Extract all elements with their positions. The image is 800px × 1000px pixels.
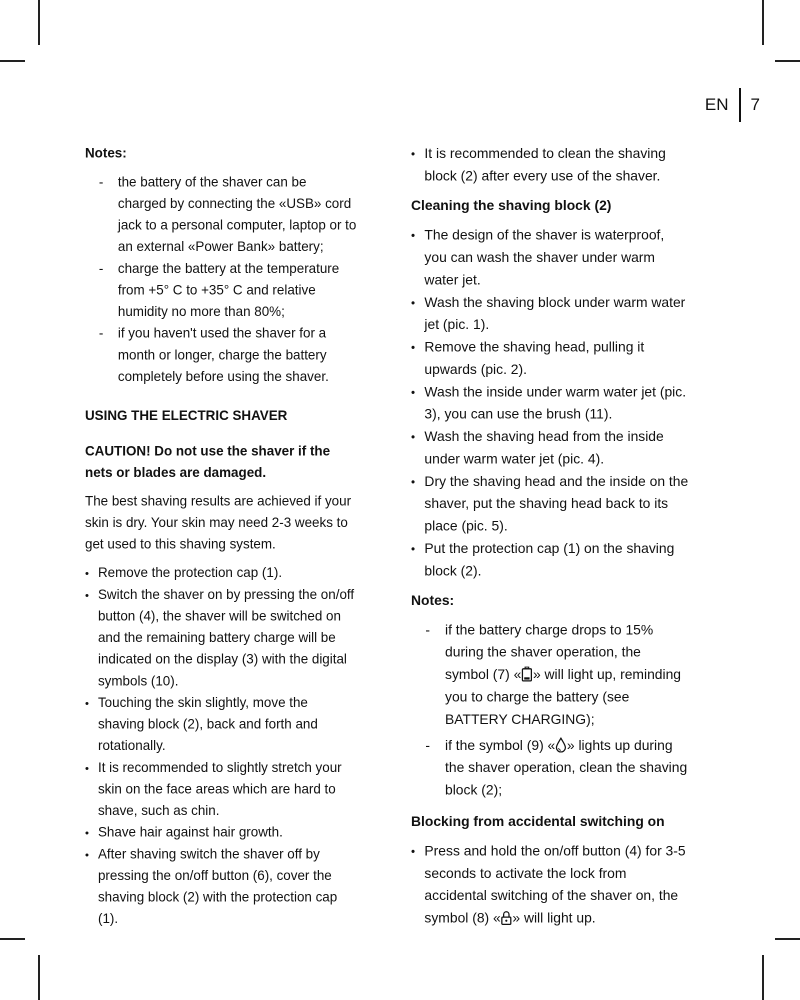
list-item: • After shaving switch the shaver off by pressing the on/off button (6), cover the shaving block (2) with the protection cap (1). [85,844,357,931]
left-column [85,143,357,930]
crop-mark [0,60,25,62]
crop-mark [762,0,764,45]
language-code: EN [704,95,729,114]
bullet-icon: • [411,147,416,161]
list-item: • Dry the shaving head and the inside on the shaver, put the shaving head back to its place (pic. 5). [411,471,688,538]
notes-list [411,619,688,802]
usage-steps [85,563,357,931]
water-drop-icon [555,737,567,752]
battery-icon [521,667,533,682]
bullet-icon: • [411,844,416,859]
top-list [411,143,688,188]
list-item: • Press and hold the on/off button (4) for 3-5 seconds to activate the lock from accidental switching of the shaver on, the symbol (8) « » will light up. [411,840,688,930]
note-item: - the battery of the shaver can be charged by connecting the «USB» cord jack to a personal computer, laptop or to an external «Power Bank» battery; [94,172,358,258]
note-item: - if the symbol (9) « » lights up during the shaver operation, clean the shaving block (2); [420,735,688,802]
notes-title: Notes: [85,146,127,162]
list-item: • Switch the shaver on by pressing the on/off button (4), the shaver will be switched on and the remaining battery charge will be indicated on the display (3) with the digital symbols (10). [85,584,357,692]
list-item: • It is recommended to clean the shaving block (2) after every use of the shaver. [411,143,688,188]
bullet-icon: • [411,340,416,355]
list-item: • The design of the shaver is waterproof, you can wash the shaver under warm water jet. [411,224,688,291]
bullet-icon: • [411,542,416,556]
page-header [705,88,760,122]
note-item: - if you haven't used the shaver for a month or longer, charge the battery completely before using the shaver. [94,323,358,388]
crop-mark [38,0,40,45]
note-item: - charge the battery at the temperature from +5° C to +35° C and relative humidity no more than 80%; [94,258,358,323]
cleaning-steps [411,224,688,582]
crop-mark [775,938,800,940]
list-item: • It is recommended to slightly stretch your skin on the face areas which are hard to shave, such as chin. [85,757,357,822]
bullet-icon: • [411,385,416,399]
right-column [411,143,688,930]
lock-icon [501,910,513,925]
bullet-icon: • [411,228,416,243]
notes-title: Notes: [411,593,455,609]
notes-list [85,172,357,388]
list-item: • Remove the protection cap (1). [85,563,357,585]
list-item: • Put the protection cap (1) on the shaving block (2). [411,538,688,583]
bullet-icon: • [411,475,416,489]
intro-paragraph: The best shaving results are achieved if your skin is dry. Your skin may need 2-3 weeks to get used to this shaving system. [85,494,352,553]
blocking-title: Blocking from accidental switching on [411,814,665,830]
list-item: • Remove the shaving head, pulling it upwards (pic. 2). [411,336,688,381]
list-item: • Touching the skin slightly, move the shaving block (2), back and forth and rotationally. [85,692,357,757]
crop-mark [775,60,800,62]
blocking-steps [411,840,688,930]
bullet-icon: • [85,761,89,775]
bullet-icon: • [85,826,89,840]
cleaning-title: Cleaning the shaving block (2) [411,198,612,214]
bullet-icon: • [85,847,89,861]
page-number: 7 [750,95,760,114]
note-item: - if the battery charge drops to 15% during the shaver operation, the symbol (7) « » will light up, reminding you to charge the battery (see BATTERY CHARGING); [420,619,688,731]
list-item: • Wash the shaving head from the inside under warm water jet (pic. 4). [411,426,688,471]
bullet-icon: • [411,296,416,310]
section-title: USING THE ELECTRIC SHAVER [85,408,288,424]
caution-text: CAUTION! Do not use the shaver if the nets or blades are damaged. [85,444,331,481]
bullet-icon: • [85,696,89,710]
list-item: • Shave hair against hair growth. [85,822,357,844]
crop-mark [38,955,40,1000]
list-item: • Wash the inside under warm water jet (pic. 3), you can use the brush (11). [411,381,688,426]
bullet-icon: • [85,566,89,580]
bullet-icon: • [411,430,416,444]
crop-mark [762,955,764,1000]
crop-mark [0,938,25,940]
bullet-icon: • [85,588,89,602]
list-item: • Wash the shaving block under warm water jet (pic. 1). [411,292,688,337]
